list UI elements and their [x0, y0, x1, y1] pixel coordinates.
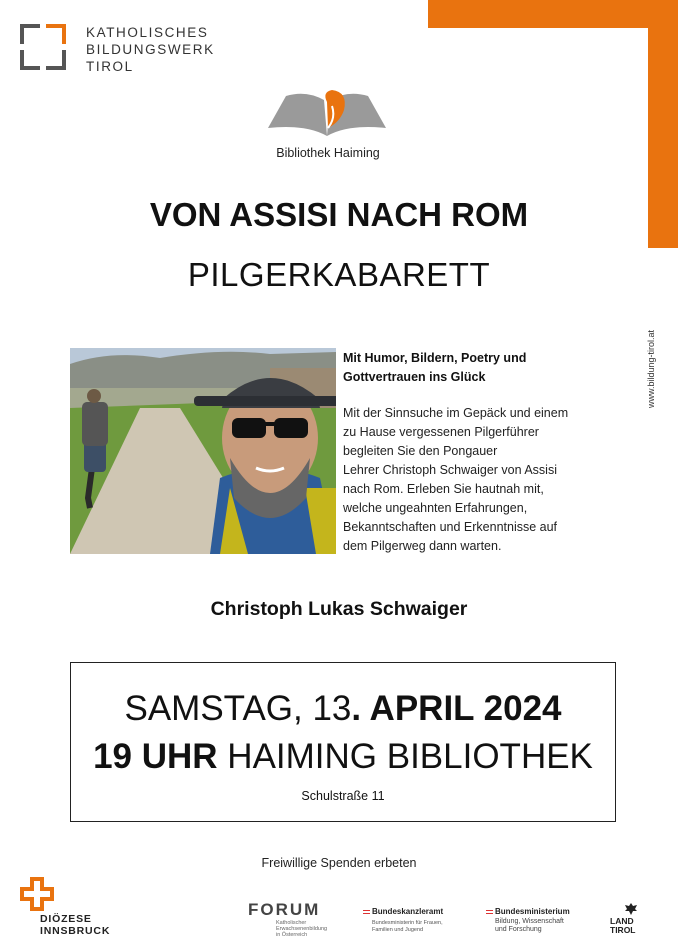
orange-corner-bar-top: [428, 0, 678, 28]
bundeskanzleramt-title: Bundeskanzleramt: [372, 907, 444, 916]
org-logo-line: BILDUNGSWERK: [86, 42, 215, 57]
diocese-cross-icon: [20, 877, 54, 911]
forum-sub-line: Erwachsenenbildung: [276, 926, 328, 932]
description-line: dem Pilgerweg dann warten.: [343, 539, 502, 553]
description-line: Lehrer Christoph Schwaiger von Assisi: [343, 463, 557, 477]
austria-flag-icon: [363, 910, 370, 914]
description-line: Mit der Sinnsuche im Gepäck und einem: [343, 406, 569, 420]
bracket-logo-icon: [20, 24, 66, 70]
lead-line: Gottvertrauen ins Glück: [343, 370, 486, 384]
org-logo-text: [86, 24, 215, 75]
bundesministerium-title: Bundesministerium: [495, 907, 570, 916]
side-url-text: www.bildung-tirol.at: [646, 329, 656, 408]
library-name: Bibliothek Haiming: [276, 146, 380, 160]
description-line: Bekanntschaften und Erkenntnisse auf: [343, 520, 558, 534]
bundesministerium-subtitle: [495, 918, 595, 934]
land-line: LAND: [610, 916, 634, 926]
bm-sub-line: Bildung, Wissenschaft: [495, 918, 564, 925]
description: [343, 404, 617, 556]
bk-sub-line: Familien und Jugend: [372, 926, 424, 933]
description-line: zu Hause vergessenen Pilgerführer: [343, 425, 539, 439]
side-url: [646, 300, 660, 420]
event-date: [71, 689, 615, 729]
austria-flag-icon: [486, 910, 493, 914]
date-dot: .: [351, 689, 362, 728]
donation-note: Freiwillige Spenden erbeten: [261, 856, 417, 870]
date-month-year: APRIL 2024: [361, 689, 562, 728]
date-box: [70, 662, 616, 822]
open-book-logo-icon: [266, 88, 388, 140]
lead-text: [343, 349, 613, 387]
description-line: nach Rom. Erleben Sie hautnah mit,: [343, 482, 544, 496]
diocese-logo-text: [40, 913, 110, 937]
diocese-line: DIÖZESE: [40, 913, 92, 925]
eagle-crest-icon: [624, 902, 638, 916]
date-weekday-day: SAMSTAG, 13: [124, 689, 352, 728]
event-time-venue: [71, 737, 615, 777]
forum-logo: FORUM: [248, 900, 321, 919]
event-venue: HAIMING BIBLIOTHEK: [217, 737, 593, 776]
event-subtitle: PILGERKABARETT: [187, 256, 491, 293]
org-logo-line: KATHOLISCHES: [86, 25, 209, 40]
forum-subtitle: [276, 920, 336, 938]
land-line: TIROL: [610, 925, 636, 935]
org-logo-line: TIROL: [86, 59, 134, 74]
event-time: 19 UHR: [93, 737, 218, 776]
event-title: VON ASSISI NACH ROM: [149, 196, 529, 233]
author-name: Christoph Lukas Schwaiger: [210, 598, 468, 620]
diocese-line: INNSBRUCK: [40, 925, 111, 937]
lead-line: Mit Humor, Bildern, Poetry und: [343, 351, 527, 365]
description-line: begleiten Sie den Pongauer: [343, 444, 498, 458]
bundeskanzleramt-subtitle: [372, 920, 462, 933]
description-line: welche ungeahnten Erfahrungen,: [343, 501, 528, 515]
land-tirol-logo-text: [610, 917, 636, 935]
bm-sub-line: und Forschung: [495, 926, 542, 933]
forum-sub-line: in Österreich: [276, 932, 308, 938]
bk-sub-line: Bundesministerin für Frauen,: [372, 920, 443, 926]
forum-sub-line: Katholischer: [276, 920, 307, 926]
pilgrim-photo: [70, 348, 336, 554]
venue-address: Schulstraße 11: [301, 789, 385, 803]
